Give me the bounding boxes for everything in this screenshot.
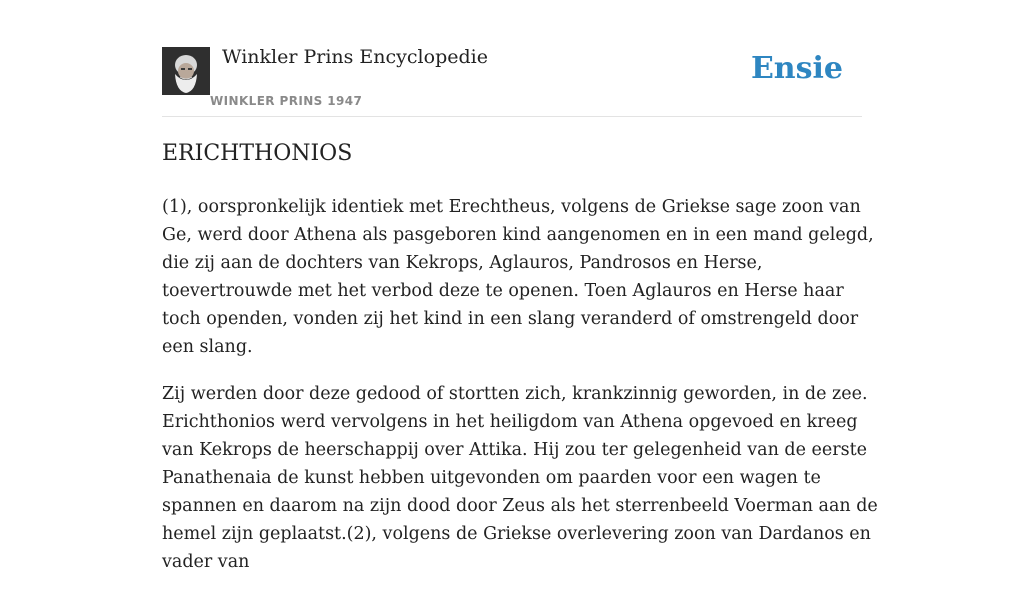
article-body [162, 193, 882, 595]
site-title[interactable]: Winkler Prins Encyclopedie [222, 46, 488, 68]
site-header [162, 0, 862, 117]
article-paragraph: Zij werden door deze gedood of stortten zich, krankzinnig geworden, in de zee. Erichthonios werd vervolgens in het heiligdom van Athena opgevoed en kreeg van Kekrops de heerschappij over Attika. Hij zou ter gelegenheid van de eerste Panathenaia de kunst hebben uitgevonden om paarden voor een wagen te spannen en daarom na zijn dood door Zeus als het sterrenbeeld Voerman aan de hemel zijn geplaatst.(2), volgens de Griekse overlevering zoon van Dardanos en vader van [162, 384, 878, 572]
brand-logo[interactable]: Ensie [750, 51, 843, 86]
page-title: ERICHTHONIOS [162, 141, 353, 166]
article-paragraph: (1), oorspronkelijk identiek met Erechtheus, volgens de Griekse sage zoon van Ge, werd door Athena als pasgeboren kind aangenomen en in een mand gelegd, die zij aan de dochters van Kekrops, Aglauros, Pandrosos en Herse, toevertrouwde met het verbod deze te openen. Toen Aglauros en Herse haar toch openden, vonden zij het kind in een slang veranderd of omstrengeld door een slang. [162, 197, 874, 357]
edition-label: WINKLER PRINS 1947 [210, 94, 363, 108]
avatar[interactable] [162, 47, 210, 95]
bearded-man-portrait-icon [162, 47, 210, 95]
